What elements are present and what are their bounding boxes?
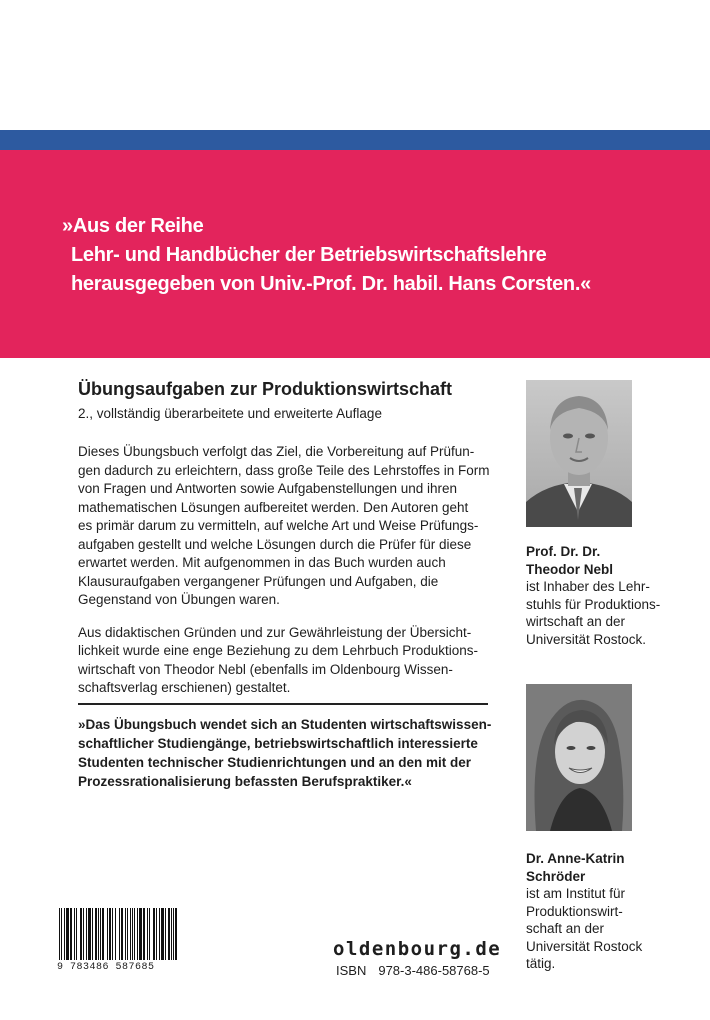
top-blue-band xyxy=(0,130,710,150)
barcode-bar xyxy=(132,908,133,960)
barcode-bar xyxy=(139,908,142,960)
barcode-bar xyxy=(149,908,150,960)
description-paragraph-2 xyxy=(78,624,503,698)
portrait-image xyxy=(526,684,632,831)
main-text-column xyxy=(78,378,498,698)
author-bio-line: Universität Rostock xyxy=(526,938,643,954)
barcode-bar xyxy=(134,908,135,960)
barcode-bar xyxy=(168,908,170,960)
text-line: Dieses Übungsbuch verfolgt das Ziel, die Vorbereitung auf Prüfun- xyxy=(78,444,475,459)
barcode-bar xyxy=(76,908,77,960)
isbn-number: 978-3-486-58768-5 xyxy=(378,963,490,978)
portrait-image xyxy=(526,380,632,527)
text-line: schaftsverlag erschienen) gestaltet. xyxy=(78,680,291,695)
barcode-bar xyxy=(115,908,116,960)
author-name-line: Prof. Dr. Dr. xyxy=(526,544,601,559)
barcode-bar xyxy=(147,908,148,960)
text-line: erwartet werden. Mit aufgenommen in das Buch wurden auch xyxy=(78,555,446,570)
barcode-bar xyxy=(127,908,128,960)
author-name-line: Dr. Anne-Katrin xyxy=(526,851,625,866)
barcode-bar xyxy=(66,908,69,960)
barcode-bar xyxy=(165,908,166,960)
author-bio-line: wirtschaft an der xyxy=(526,614,626,629)
barcode-bar xyxy=(112,908,113,960)
barcode-bar xyxy=(143,908,145,960)
isbn-barcode xyxy=(58,908,180,960)
barcode-bar xyxy=(173,908,174,960)
text-line: Gegenstand von Übungen waren. xyxy=(78,592,280,607)
barcode-bar xyxy=(107,908,108,960)
text-line: von Fragen und Antworten sowie Aufgabenstellungen und ihren xyxy=(78,481,458,496)
barcode-bar xyxy=(159,908,160,960)
series-text xyxy=(62,212,591,299)
quote-line: Prozessrationalisierung befassten Berufspraktiker.« xyxy=(78,774,412,789)
barcode-bar xyxy=(64,908,65,960)
quote-line: schaftlicher Studiengänge, betriebswirtschaftlich interessierte xyxy=(78,736,478,751)
text-line: aufgaben gestellt und welche Lösungen durch die Prüfer für diese xyxy=(78,536,472,552)
author-bio-nebl xyxy=(526,543,710,648)
quote-line: Studenten technischer Studienrichtungen und an den mit der xyxy=(78,755,472,770)
target-audience-quote xyxy=(78,715,491,791)
author-bio-line: ist am Institut für xyxy=(526,886,626,901)
author-photo-schroeder xyxy=(526,684,632,831)
barcode-bar xyxy=(59,908,60,960)
text-line: lichkeit wurde eine enge Beziehung zu dem Lehrbuch Produktions- xyxy=(78,643,478,658)
barcode-bar xyxy=(92,908,93,960)
text-line: mathematischen Lösungen aufbereitet werden. Den Autoren geht xyxy=(78,499,469,515)
isbn-label: ISBN xyxy=(336,963,367,978)
book-edition: 2., vollständig überarbeitete und erweiterte Auflage xyxy=(78,406,382,421)
barcode-digits: 9 783486 587685 xyxy=(57,962,155,973)
series-line-3: herausgegeben von Univ.-Prof. Dr. habil. Hans Corsten.« xyxy=(71,273,591,295)
author-bio-line: Universität Rostock. xyxy=(526,631,647,647)
author-bio-schroeder xyxy=(526,850,710,973)
quote-line: »Das Übungsbuch wendet sich an Studenten wirtschaftswissen- xyxy=(78,717,492,732)
barcode-bar xyxy=(80,908,82,960)
barcode-bar xyxy=(125,908,126,960)
description-paragraph-1 xyxy=(78,443,503,610)
barcode-bar xyxy=(171,908,172,960)
barcode-bar xyxy=(175,908,177,960)
barcode-bar xyxy=(70,908,72,960)
author-name-line: Schröder xyxy=(526,868,586,884)
text-line: gen dadurch zu erleichtern, dass große Teile des Lehrstoffes in Form xyxy=(78,462,490,478)
barcode-bar xyxy=(137,908,138,960)
series-line-1: »Aus der Reihe xyxy=(62,215,204,237)
barcode-bar xyxy=(100,908,101,960)
divider-rule xyxy=(78,703,488,705)
barcode-bar xyxy=(74,908,75,960)
barcode-bar xyxy=(83,908,84,960)
author-bio-line: ist Inhaber des Lehr- xyxy=(526,579,650,594)
text-line: wirtschaft von Theodor Nebl (ebenfalls im Oldenbourg Wissen- xyxy=(78,661,453,677)
author-bio-line: tätig. xyxy=(526,956,556,971)
book-title: Übungsaufgaben zur Produktionswirtschaft xyxy=(78,379,453,399)
barcode-bar xyxy=(153,908,155,960)
author-bio-line: stuhls für Produktions- xyxy=(526,596,661,612)
barcode-bar xyxy=(119,908,120,960)
barcode-bar xyxy=(102,908,104,960)
author-name-line: Theodor Nebl xyxy=(526,561,613,577)
publisher-url: oldenbourg.de xyxy=(333,938,502,960)
text-line: Aus didaktischen Gründen und zur Gewährleistung der Übersicht- xyxy=(78,624,472,640)
text-line: es primär darum zu vermitteln, auf welche Art und Weise Prüfungs- xyxy=(78,518,479,533)
barcode-bar xyxy=(61,908,62,960)
text-line: Klausuraufgaben vergangener Prüfungen und Aufgaben, die xyxy=(78,573,439,589)
isbn-line xyxy=(336,963,490,978)
barcode-bar xyxy=(161,908,164,960)
barcode-bar xyxy=(121,908,123,960)
barcode-bar xyxy=(88,908,91,960)
author-bio-line: Produktionswirt- xyxy=(526,903,623,919)
barcode-bar xyxy=(109,908,111,960)
author-photo-nebl xyxy=(526,380,632,527)
barcode-bar xyxy=(95,908,97,960)
author-bio-line: schaft an der xyxy=(526,921,605,936)
barcode-bar xyxy=(130,908,131,960)
series-line-2: Lehr- und Handbücher der Betriebswirtschaftslehre xyxy=(71,244,547,266)
barcode-bar xyxy=(98,908,99,960)
barcode-bar xyxy=(86,908,87,960)
barcode-bar xyxy=(156,908,157,960)
